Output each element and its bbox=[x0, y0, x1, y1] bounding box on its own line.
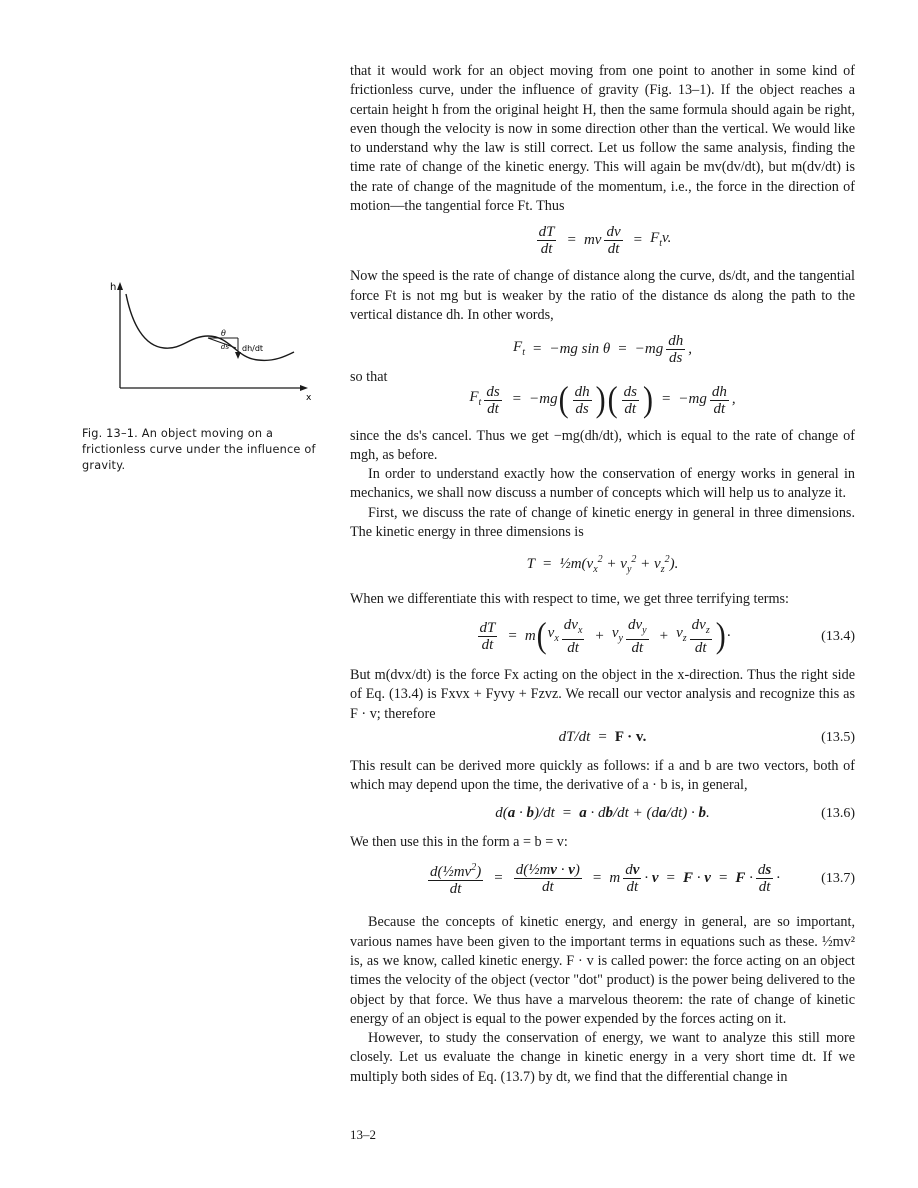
paragraph-derived-quickly: This result can be derived more quickly as follows: if a and b are two vectors, both of which may depend upon the time, the derivative of a · b is, in general, bbox=[350, 758, 855, 794]
equation-kinetic-energy: T = $\frac{1}{2}m(v_x^2 + v_y^2 + v_z^2)$. bbox=[526, 554, 679, 576]
equation-13-7: $\frac{d(\frac{1}{2}mv^2)}{dt}$ = $\frac{\text{d(½mv · v)}}{dt}$ = m $\frac{dv}{dt}$ · v = F · v = F · $\frac{ds}{dt}$ · (13.7) bbox=[429, 862, 855, 898]
dhdt-label: dh/dt bbox=[242, 344, 264, 353]
equation-power-gravity: $F_t$ $\frac{ds}{dt}$ = −mg ( $\frac{dh}{ds}$ ) ( $\frac{ds}{dt}$ ) = −mg $\frac{dh}{dt}$ , bbox=[469, 379, 736, 420]
dh-arrow bbox=[235, 352, 241, 359]
paragraph-conservation: However, to study the conservation of energy, we want to analyze this still more closely. Let us evaluate the change in kinetic energy in a very short time dt. If we multiply both sides of Eq. (13.7) by dt, we find that the differential change in bbox=[350, 1030, 855, 1085]
eq-number-13-6: (13.6) bbox=[821, 805, 855, 821]
equation-13-5: dT/dt = F · v. (13.5) bbox=[350, 728, 855, 747]
paragraph-force-fx: But m(dvx/dt) is the force Fx acting on the object in the x-direction. Thus the right side of Eq. (13.4) is Fxvx + Fyvy + Fzvz. We recall our vector analysis and recognize this as F · v; therefore bbox=[350, 666, 855, 722]
eq-number-13-7: (13.7) bbox=[821, 871, 855, 887]
figure-caption: Fig. 13–1. An object moving on a frictionless curve under the influence of gravity. bbox=[82, 427, 316, 472]
axis-h-label: h bbox=[110, 282, 117, 293]
frictionless-curve-figure bbox=[108, 280, 328, 400]
h-axis-arrow bbox=[117, 282, 123, 290]
paragraph-use-form: We then use this in the form a = b = v: bbox=[350, 834, 568, 851]
equation-tangential-force: $F_t$ = −mg sin θ = −mg $\frac{dh}{ds}$ , bbox=[513, 333, 692, 367]
so-that-text: so that bbox=[350, 369, 388, 386]
equation-13-6: d(a · b)/dt = a · db/dt + (da/dt) · b. (13.6) bbox=[350, 804, 855, 823]
equation-13-4: $\frac{dT}{dt}$ = m ( $v_x$ $\frac{dv_x}{dt}$ + $v_y$ $\frac{dv_y}{dt}$ + $v_z$ $\frac{dv_z}{dt}$ ) · (13.4) bbox=[479, 616, 855, 656]
paragraph-differentiate: When we differentiate this with respect to time, we get three terrifying terms: bbox=[350, 590, 790, 607]
page-number: 13–2 bbox=[350, 1127, 376, 1142]
eq-number-13-4: (13.4) bbox=[821, 628, 855, 644]
x-axis-arrow bbox=[300, 385, 308, 391]
paragraph-power-theorem: Because the concepts of kinetic energy, and energy in general, are so important, various names have been given to the important terms in equations such as these. ½mv² is, as we know, called kinetic energy. F · v is called power: the force acting on an object times the velocity of the object (vector "dot" product) is the power being delivered to the object by that force. We thus have a marvelous theorem: the rate of change of kinetic energy of an object is equal to the power expended by the forces acting on it. bbox=[350, 914, 855, 1027]
paragraph-general-mechanics: In order to understand exactly how the conservation of energy works in general in mechanics, we shall now discuss a number of concepts which will help us to analyze it. bbox=[350, 466, 855, 502]
equation-dT-dt: $\frac{dT}{dt}$ = mv $\frac{dv}{dt}$ = $F_tv$. bbox=[538, 224, 672, 258]
paragraph-three-dimensions: First, we discuss the rate of change of kinetic energy in general in three dimensions. The kinetic energy in three dimensions is bbox=[350, 504, 855, 541]
ds-label: ds bbox=[221, 343, 230, 351]
paragraph-speed: Now the speed is the rate of change of distance along the curve, ds/dt, and the tangential force Ft is not mg but is weaker by the ratio of the distance ds along the path to the vertical distance dh. In other words, bbox=[350, 268, 855, 323]
eq-number-13-5: (13.5) bbox=[821, 729, 855, 745]
paragraph-intro: that it would work for an object moving from one point to another in some kind of frictionless curve, under the influence of gravity (Fig. 13–1). If the object reaches a certain height h from the original height H, then the same formula should again be right, even though the velocity is now in some direction other than the vertical. We would like to understand why the law is still correct. Let us follow the same analysis, finding the time rate of change of the kinetic energy. This will again be mv(dv/dt), but m(dv/dt) is the rate of change of the magnitude of the momentum, i.e., the force in the direction of motion—the tangential force Ft. Thus bbox=[350, 63, 855, 215]
paragraph-cancel: since the ds's cancel. Thus we get −mg(dh/dt), which is equal to the rate of change of mgh, as before. bbox=[350, 427, 855, 463]
theta-label: θ bbox=[221, 329, 226, 338]
axis-x-label: x bbox=[306, 393, 312, 400]
main-text-column bbox=[350, 62, 855, 1087]
curve-path bbox=[126, 294, 294, 360]
